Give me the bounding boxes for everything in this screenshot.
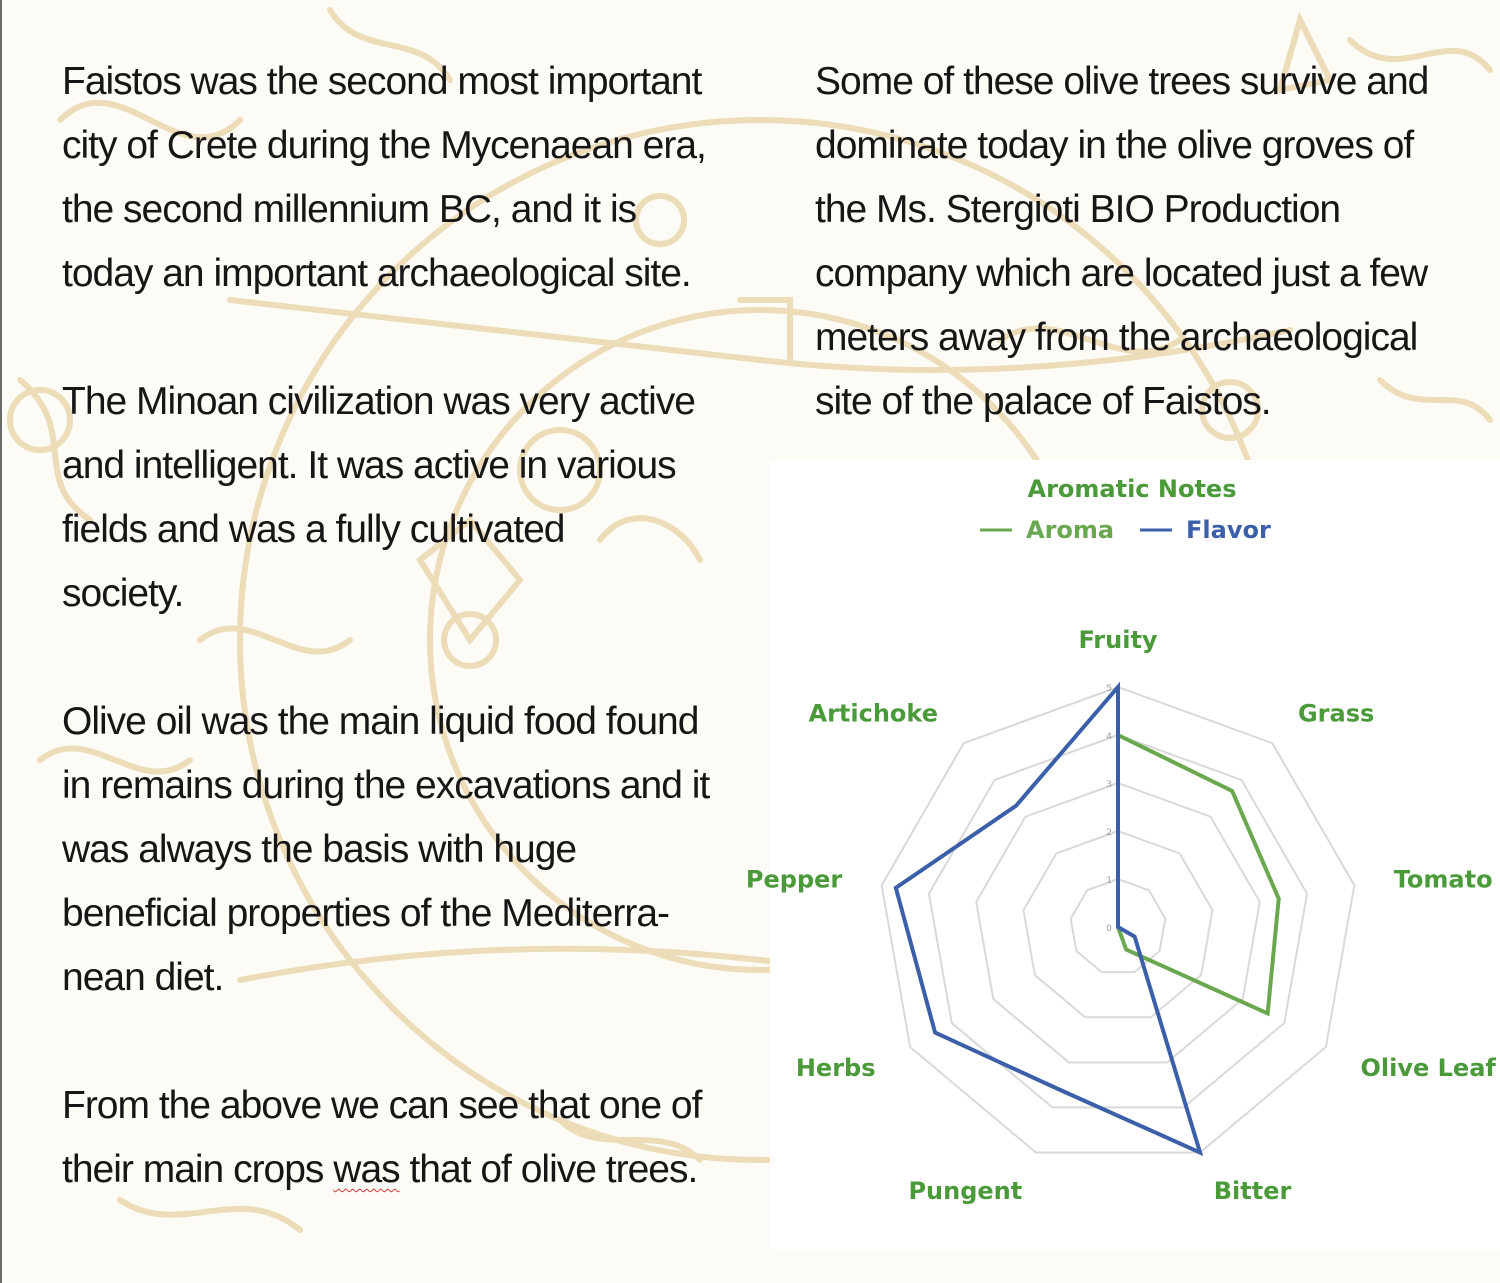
tick-label: 2 [1106, 828, 1112, 838]
series-aroma-line [1118, 735, 1279, 1013]
paragraph-olive-groves: Some of these olive trees survive and dominate today in the olive groves of the Ms. Stergioti BIO Production company which are located just a few meters away from the archaeological site of the palace of Faistos. [815, 60, 1429, 423]
aromatic-notes-radar-chart [745, 460, 1500, 1250]
paragraph-faistos: Faistos was the second most important city of Crete during the Mycenaean era, the second millennium BC, and it is today an important archaeological site. [62, 60, 706, 295]
tick-label: 4 [1106, 732, 1112, 742]
radar-chart-svg [745, 460, 1500, 1250]
paragraph-minoan: The Minoan civilization was very active and intelligent. It was active in various fields and was a fully cultivated society. [62, 380, 695, 615]
axis-label: Grass [1297, 699, 1375, 728]
axis-label: Fruity [1078, 626, 1158, 654]
axis-label: Bitter [1213, 1177, 1292, 1206]
axis-label: Tomato [1393, 865, 1493, 894]
tick-label: 1 [1106, 876, 1112, 886]
paragraph-conclusion [62, 1074, 762, 1202]
chart-legend [980, 516, 1271, 544]
conclusion-text-start: From the above we can see that one of their main crops [62, 1084, 702, 1191]
axis-label: Artichoke [808, 699, 939, 728]
legend-entry: Aroma [1026, 516, 1115, 544]
paragraph-olive-oil: Olive oil was the main liquid food found in remains during the excavations and it was always the basis with huge beneficial properties of the Mediterra- nean diet. [62, 700, 710, 999]
conclusion-text-end: that of olive trees. [399, 1148, 698, 1191]
axis-label: Pepper [745, 865, 843, 894]
axis-label: Pungent [908, 1177, 1023, 1206]
spellcheck-underlined-word: was [333, 1148, 400, 1191]
axis-label: Herbs [795, 1054, 876, 1082]
series-flavor-line [896, 687, 1200, 1153]
legend-entry: Flavor [1186, 516, 1271, 544]
tick-label: 0 [1106, 924, 1112, 934]
chart-title: Aromatic Notes [1027, 475, 1237, 503]
chart-header [980, 475, 1271, 544]
left-text-column [62, 50, 762, 1202]
right-text-column [815, 50, 1475, 434]
radar-tick-labels [1106, 684, 1112, 934]
left-page-border [0, 0, 2, 1283]
axis-label: Olive Leaf [1360, 1054, 1496, 1082]
tick-label: 5 [1106, 684, 1112, 694]
tick-label: 3 [1106, 780, 1112, 790]
